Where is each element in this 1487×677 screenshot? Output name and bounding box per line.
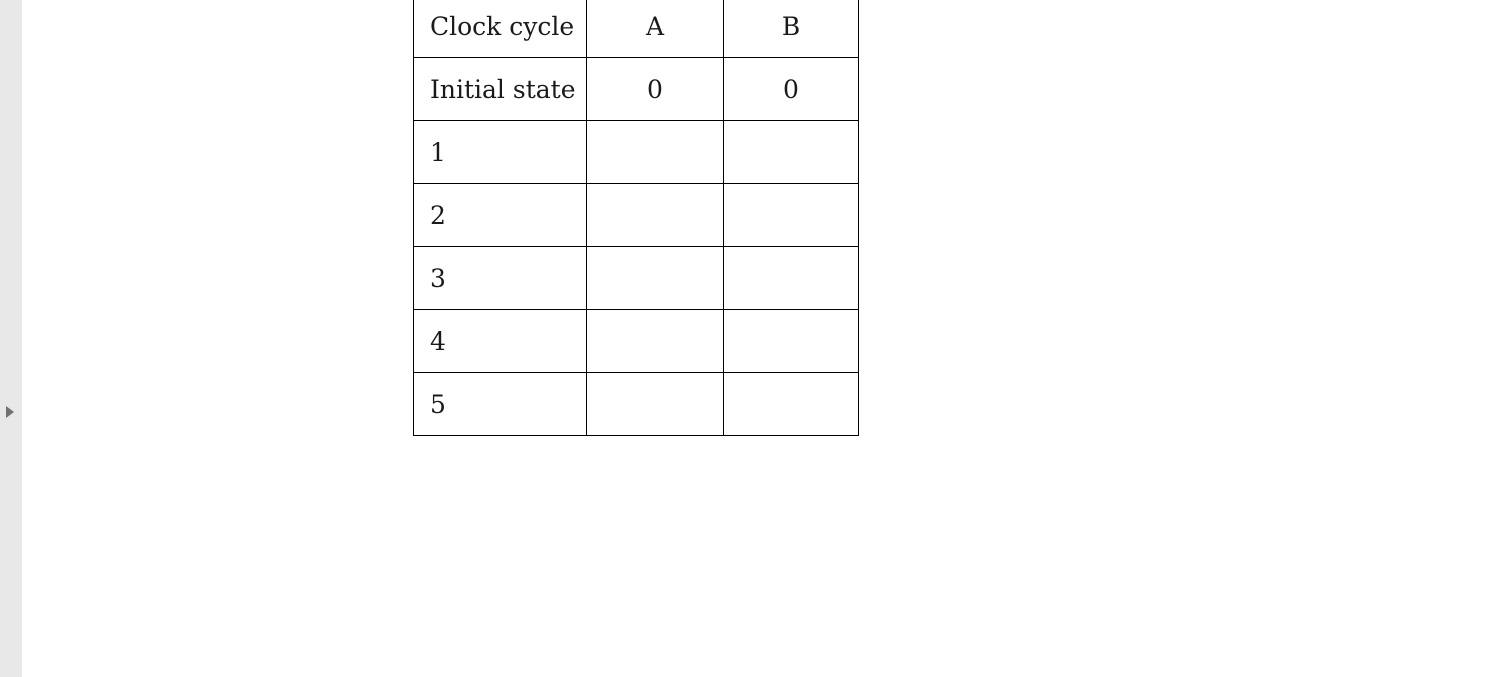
side-panel-rail: [0, 0, 22, 677]
row-label: 1: [414, 121, 587, 184]
cell-a: [587, 184, 724, 247]
document-page: [22, 0, 1487, 677]
cell-b: 0: [724, 58, 859, 121]
table-row: [414, 121, 859, 184]
header-b: B: [724, 0, 859, 58]
cell-a: [587, 310, 724, 373]
row-label: Initial state: [414, 58, 587, 121]
caret-right-icon[interactable]: [6, 406, 14, 418]
cell-b: [724, 184, 859, 247]
cell-a: [587, 373, 724, 436]
table-row: [414, 247, 859, 310]
table-row: [414, 373, 859, 436]
cell-b: [724, 121, 859, 184]
header-clock-cycle: Clock cycle: [414, 0, 587, 58]
cell-b: [724, 247, 859, 310]
row-label: 5: [414, 373, 587, 436]
table-row: [414, 184, 859, 247]
header-a: A: [587, 0, 724, 58]
cell-a: 0: [587, 58, 724, 121]
table-header-row: [414, 0, 859, 58]
row-label: 2: [414, 184, 587, 247]
row-label: 4: [414, 310, 587, 373]
clock-cycle-table: [413, 0, 859, 436]
table-row: [414, 58, 859, 121]
cell-a: [587, 247, 724, 310]
row-label: 3: [414, 247, 587, 310]
cell-b: [724, 373, 859, 436]
cell-b: [724, 310, 859, 373]
cell-a: [587, 121, 724, 184]
table-row: [414, 310, 859, 373]
